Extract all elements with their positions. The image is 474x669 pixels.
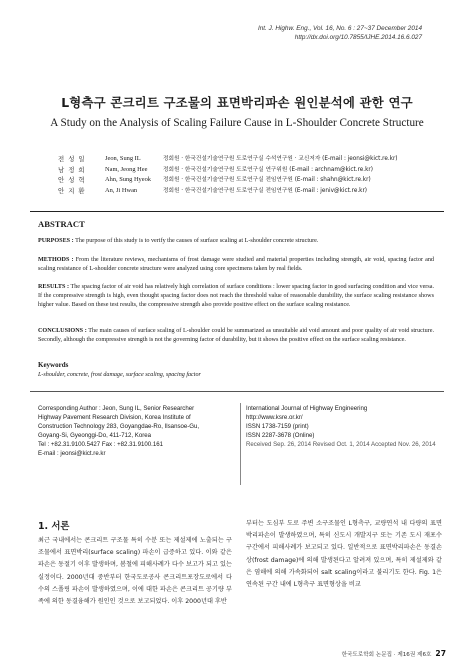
purposes-text: The purpose of this study is to verify the causes of surface scaling at L-shoulder concrete structure. <box>73 238 319 244</box>
results-text: The spacing factor of air void has relatively high correlation of surface conditions : lower spacing factor in good surfacing condition and vice versa. If the compressive strength is high, even thought spacing factor does not reach the threshold value of reasonable durability, the surface scaling resistance shows higher value. Based on these test results, the compressive strength also provide positive effect on the surface scaling resistance. <box>38 284 434 309</box>
journal-url[interactable]: http://www.ksre.or.kr/ <box>246 413 303 421</box>
issn-print: ISSN 1738-7159 (print) <box>246 422 309 430</box>
journal-info-block <box>246 405 446 450</box>
corr-line: Construction Technology 283, Goyangdae-Ro, Ilsansoe-Gu, <box>38 422 200 430</box>
section-heading-intro: 1. 서론 <box>38 521 70 532</box>
methods-label: METHODS : <box>38 257 74 263</box>
column-divider <box>240 403 241 485</box>
corr-line: Tel : +82.31.9100.5427 Fax : +82.31.9100.161 <box>38 440 164 448</box>
author-row <box>58 165 398 176</box>
footer-journal: 한국도로학회 논문집 · 제16권 제6호 <box>341 652 432 658</box>
author-name-en: An, Ji Hwan <box>105 186 138 194</box>
purposes-label: PURPOSES : <box>38 238 74 244</box>
abstract-results <box>38 283 434 311</box>
corr-line: Highway Pavement Research Division, Korea Institute of <box>38 413 191 421</box>
abstract-methods <box>38 256 434 274</box>
results-label: RESULTS : <box>38 284 70 290</box>
author-affiliation: 정회원 · 한국건설기술연구원 도로연구실 연구위원 (E-mail : archnam@kict.re.kr) <box>163 166 373 173</box>
page-number: 27 <box>435 649 446 658</box>
issn-online: ISSN 2287-3678 (Online) <box>246 431 315 439</box>
title-korean: L형측구 콘크리트 구조물의 표면박리파손 원인분석에 관한 연구 <box>61 95 413 110</box>
title-english: A Study on the Analysis of Scaling Failure Cause in L-Shoulder Concrete Structure <box>50 117 424 129</box>
author-name-en: Ahn, Sung Hyeok <box>105 176 151 184</box>
page-footer <box>342 649 446 658</box>
conclusions-label: CONCLUSIONS : <box>38 328 87 334</box>
methods-text: From the literature reviews, mechanisms of frost damage were studied and material properties including strength, air void, spacing factor and scaling resistance of L-shoulder concrete structure were analyzed using core specimens taken by real fields. <box>38 257 434 273</box>
author-affiliation: 정회원 · 한국건설기술연구원 도로연구실 수석연구원 · 교신저자 (E-mail : jeonsi@kict.re.kr) <box>163 156 398 162</box>
body-column-right: 부터는 도심부 도로 주변 소구조물인 L형측구, 교량연석 내 다량의 표면박리파손이 발생하였으며, 특히 신도시 개발지구 또는 기존 도시 재포수구간에서 피해사례가 보고되고 있다. 일반적으로 표면박리파손은 동결손상(frost damage)에 의해 발생된다고 알려져 있으며, 특히 제설제와 같은 염해에 의해 가속화되어 salt scaling이라고 불리기도 한다. Fig. 1은 연속된 구간 내에 L형측구 표면형상을 비교 <box>246 520 442 589</box>
abstract-bottom-rule <box>30 391 444 392</box>
abstract-conclusions <box>38 327 434 345</box>
journal-name: International Journal of Highway Engineering <box>246 405 368 412</box>
keywords-heading: Keywords <box>38 361 69 369</box>
abstract-heading: ABSTRACT <box>38 219 85 229</box>
received-dates: Received Sep. 26, 2014 Revised Oct. 1, 2014 Accepted Nov. 26, 2014 <box>246 440 436 448</box>
author-name-ko: 남 정 희 <box>58 165 86 174</box>
abstract-purposes <box>38 237 434 246</box>
author-list <box>58 154 398 196</box>
journal-citation <box>258 24 422 42</box>
author-affiliation: 정회원 · 한국건설기술연구원 도로연구실 전임연구원 (E-mail : jeniv@kict.re.kr) <box>163 187 368 194</box>
author-row <box>58 186 398 197</box>
journal-doi-line[interactable]: http://dx.doi.org/10.7855/IJHE.2014.16.6.027 <box>294 34 422 41</box>
corr-line: Goyang-Si, Gyeonggi-Do, 411-712, Korea <box>38 431 152 439</box>
conclusions-text: The main causes of surface scaling of L-shoulder could be summarized as unsuitable aid void amount and poor quality of air void structure. Secondly, although the compressive strength is not the governing factor of durability, but it shows the positive effect on the surface scaling resistance. <box>38 328 434 344</box>
author-name-en: Jeon, Sung IL <box>105 155 141 162</box>
author-name-ko: 안 지 환 <box>58 186 86 195</box>
corresponding-author-block <box>38 405 238 458</box>
author-name-ko: 안 성 혁 <box>58 176 86 185</box>
body-column-left: 최근 국내에서는 콘크리트 구조물 특히 수분 또는 제설제에 노출되는 구조물에서 표면박리(surface scaling) 파손이 급증하고 있다. 이와 같은 파손은 동절기 이후 발생하며, 봄철에 피해사례가 다수 보고가 되고 있는 실정이다. 2000년대 중반부터 한국도로공사 콘크리트포장도로에서 다수의 스폴링 파손이 발생하였으며, 이에 대한 파손은 콘크리트 공기량 부족에 의한 동결융해가 원인인 것으로 보고되었다. 이후 2000년대 후반 <box>38 537 232 606</box>
author-name-en: Nam, Jeong Hee <box>105 165 148 173</box>
corr-line: Corresponding Author : Jeon, Sung IL, Senior Researcher <box>38 405 195 412</box>
abstract-top-rule <box>30 211 444 212</box>
corr-email[interactable]: E-mail : jeonsi@kict.re.kr <box>38 449 106 457</box>
author-affiliation: 정회원 · 한국건설기술연구원 도로연구실 전임연구원 (E-mail : shahn@kict.re.kr) <box>163 177 371 184</box>
author-name-ko: 전 성 일 <box>58 155 86 163</box>
author-row <box>58 175 398 186</box>
author-row <box>58 154 398 165</box>
keywords-text: L-shoulder, concrete, frost damage, surface scaling, spacing factor <box>38 372 201 378</box>
journal-volume-line: Int. J. Highw. Eng., Vol. 16, No. 6 : 27~37 December 2014 <box>257 25 422 32</box>
